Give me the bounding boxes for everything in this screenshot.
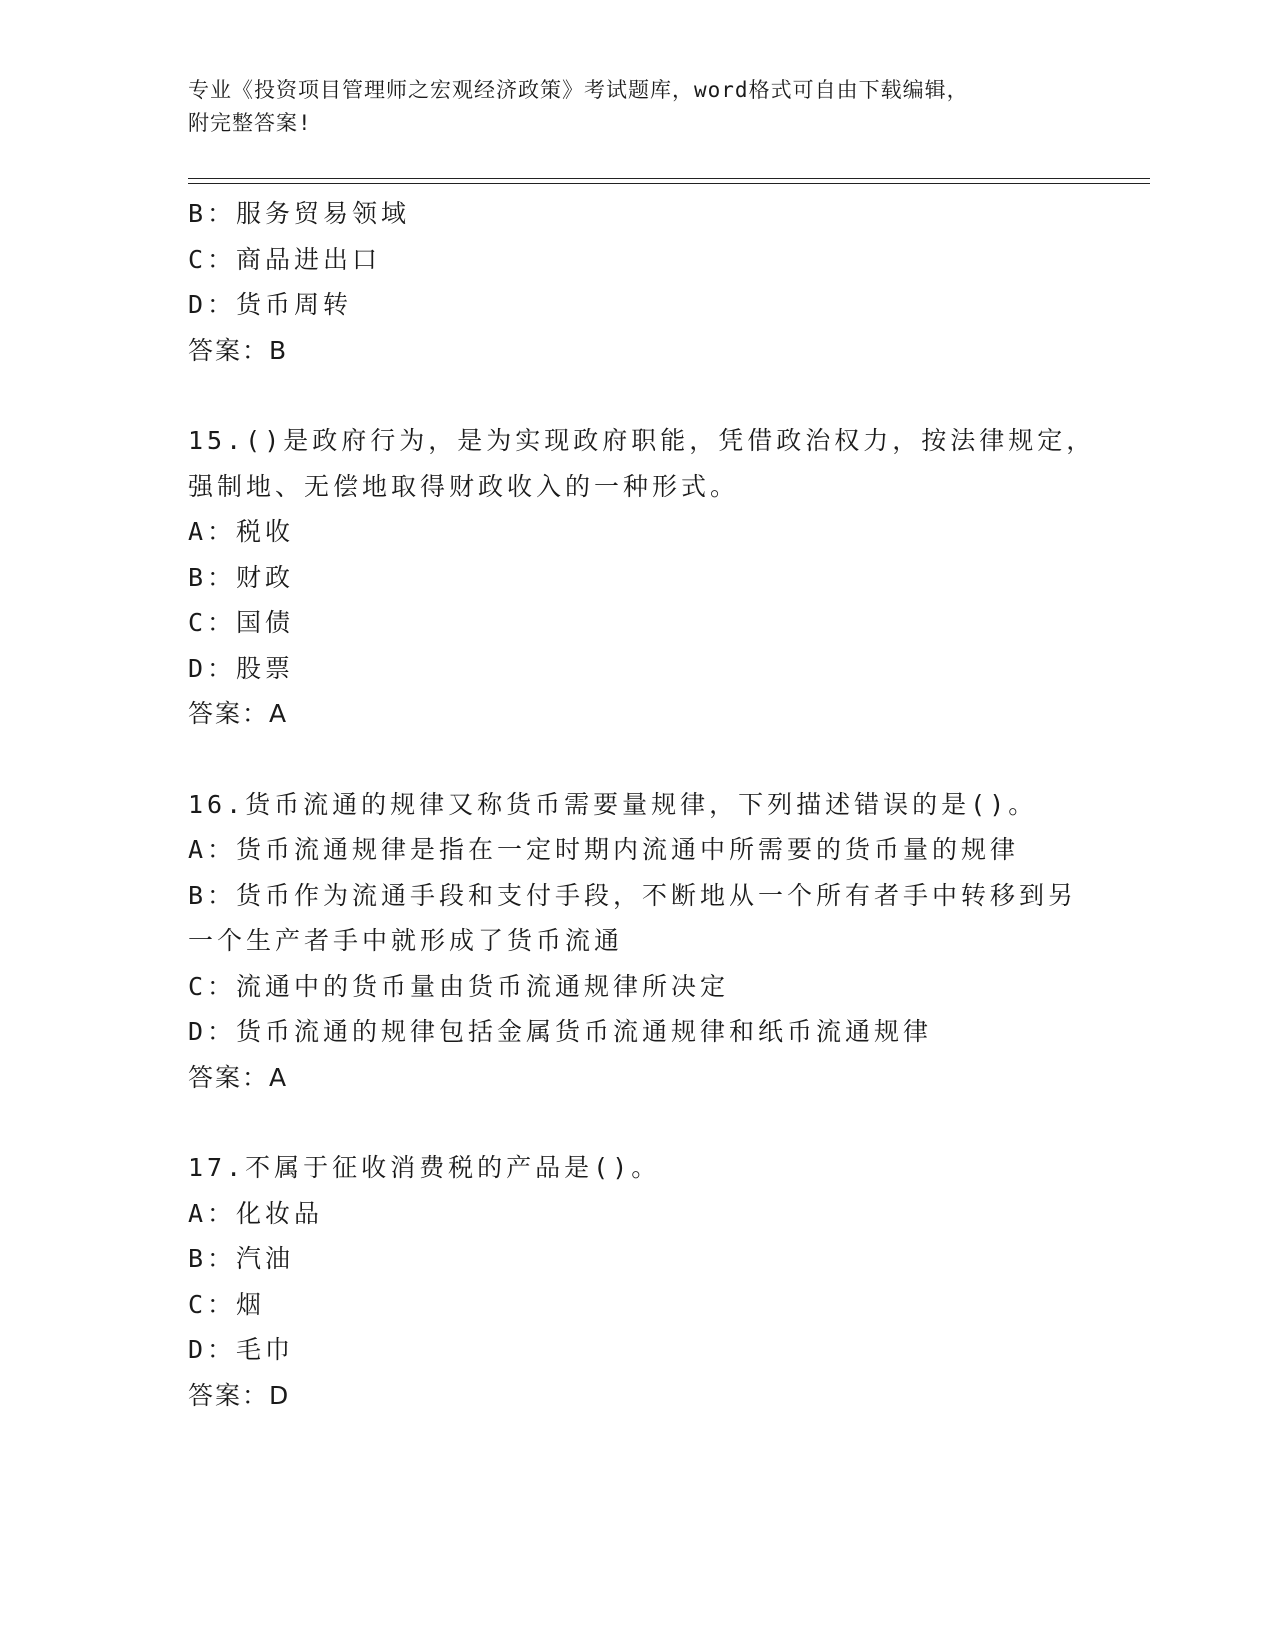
header-line-2: 附完整答案! <box>188 111 312 135</box>
option-b: B：汽油 <box>188 1244 295 1273</box>
document-header <box>188 74 1088 140</box>
option-b: B：服务贸易领域 <box>188 199 411 228</box>
question-stem-line: 17.不属于征收消费税的产品是()。 <box>188 1153 661 1182</box>
option-a: A：税收 <box>188 517 295 546</box>
question-stem-line: 15.()是政府行为，是为实现政府职能，凭借政治权力，按法律规定， <box>188 426 1096 455</box>
option-b: B：货币作为流通手段和支付手段，不断地从一个所有者手中转移到另 <box>188 880 1078 910</box>
question-15 <box>188 418 1118 737</box>
answer: 答案：A <box>188 1062 289 1092</box>
option-c: C：流通中的货币量由货币流通规律所决定 <box>188 971 730 1001</box>
question-16 <box>188 782 1118 1101</box>
answer: 答案：D <box>188 1380 291 1410</box>
option-d: D：货币周转 <box>188 290 353 319</box>
option-d: D：货币流通的规律包括金属货币流通规律和纸币流通规律 <box>188 1017 933 1046</box>
option-c: C：商品进出口 <box>188 244 382 274</box>
question-14-continued <box>188 191 1118 373</box>
option-d: D：毛巾 <box>188 1335 295 1364</box>
answer: 答案：A <box>188 699 289 728</box>
question-stem-line: 强制地、无偿地取得财政收入的一种形式。 <box>188 471 740 501</box>
option-b-continued: 一个生产者手中就形成了货币流通 <box>188 926 624 955</box>
option-a: A：货币流通规律是指在一定时期内流通中所需要的货币量的规律 <box>188 835 1020 864</box>
answer: 答案：B <box>188 335 289 365</box>
option-a: A：化妆品 <box>188 1198 324 1228</box>
option-b: B：财政 <box>188 562 295 592</box>
header-divider-top <box>188 178 1150 179</box>
header-divider-bottom <box>188 183 1150 184</box>
question-list <box>188 191 1118 1418</box>
question-17 <box>188 1145 1118 1418</box>
header-line-1: 专业《投资项目管理师之宏观经济政策》考试题库，word格式可自由下载编辑， <box>188 78 969 102</box>
option-c: C：国债 <box>188 608 295 637</box>
option-d: D：股票 <box>188 653 295 683</box>
option-c: C：烟 <box>188 1289 266 1319</box>
question-stem-line: 16.货币流通的规律又称货币需要量规律，下列描述错误的是()。 <box>188 789 1038 819</box>
